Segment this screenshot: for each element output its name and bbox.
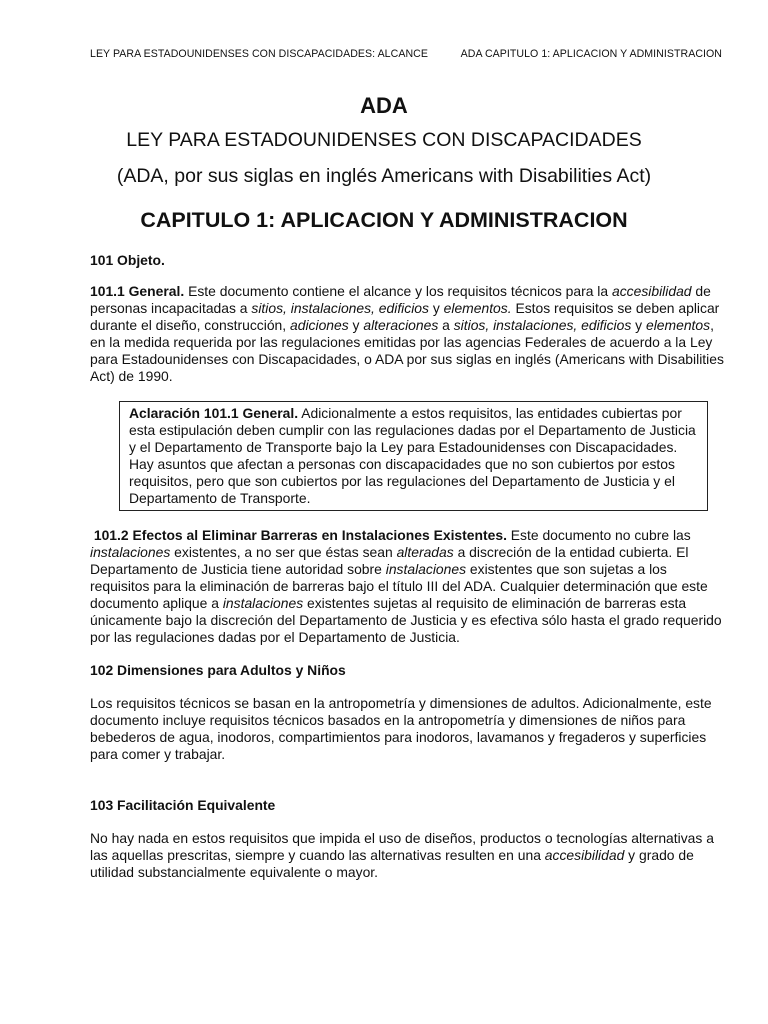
text-run: Estos requisitos se deben aplicar durante el diseño, construcción, [90,300,720,333]
document-body [90,252,730,881]
running-header-left: LEY PARA ESTADOUNIDENSES CON DISCAPACIDADES: ALCANCE [90,48,428,60]
emphasis-term: adiciones [290,317,349,333]
emphasis-term: alteraciones [363,317,439,333]
emphasis-term: accesibilidad [544,847,625,863]
text-run: Este documento no cubre las [506,527,691,543]
paragraph-heading-101-2: 101.2 Efectos al Eliminar Barreras en Instalaciones Existentes. [93,527,507,543]
emphasis-term: accesibilidad [611,283,692,299]
advisory-note-heading: Aclaración 101.1 General. [129,405,299,421]
emphasis-term: sitios, instalaciones, edificios [453,317,632,333]
text-run: No hay nada en estos requisitos que impida el uso de diseños, productos o tecnologías alternativas a las aquellas prescritas, siempre y cuando las alternativas resulten en una [90,830,714,863]
emphasis-term: elementos. [443,300,512,316]
text-run: existentes sujetas al requisito de eliminación de barreras esta únicamente bajo la discreción del Departamento de Justicia y es efectiva sólo hasta el grado requerido por las regulaciones dadas por el Departamento de Justicia. [90,595,722,645]
emphasis-term: sitios, instalaciones, edificios [251,300,429,316]
text-run: existentes que son sujetas a los requisitos para la eliminación de barreras bajo el título III del ADA. Cualquier determinación que este documento aplique a [90,561,708,611]
emphasis-term: alteradas [396,544,454,560]
text-run: y [631,317,646,333]
emphasis-term: elementos [645,317,711,333]
title-block [0,92,768,234]
emphasis-term: instalaciones [385,561,467,577]
section-heading-102: 102 Dimensiones para Adultos y Niños [90,662,346,678]
running-header-right: ADA CAPITULO 1: APLICACION Y ADMINISTRACION [460,48,722,60]
text-run: existentes, a no ser que éstas sean [170,544,397,560]
text-run: , en la medida requerida por las regulaciones emitidas por las agencias Federales de acuerdo a la Ley para Estadounidenses con Discapacidades, o ADA por sus siglas en inglés (Americans with Disabilities Act) de 1990. [90,317,724,384]
advisory-note-text: Adicionalmente a estos requisitos, las entidades cubiertas por esta estipulación deben cumplir con las regulaciones dadas por el Departamento de Justicia y el Departamento de Transporte bajo la Ley para Estadounidenses con Discapacidades. Hay asuntos que afectan a personas con discapacidades que no son cubiertos por estos requisitos, pero que son cubiertos por las regulaciones del Departamento de Justicia y el Departamento de Transporte. [129,405,696,506]
running-header [90,48,722,60]
text-run: y [428,300,444,316]
text-run: a [438,317,454,333]
text-run: y grado de utilidad substancialmente equivalente o mayor. [90,847,694,880]
text-run: de personas incapacitadas a [90,283,711,316]
text-run: Este documento contiene el alcance y los requisitos técnicos para la [184,283,612,299]
advisory-note-box [119,401,708,511]
text-run: a discreción de la entidad cubierta. El Departamento de Justicia tiene autoridad sobre [90,544,689,577]
section-heading-101: 101 Objeto. [90,252,165,268]
document-subtitle-acronym: (ADA, por sus siglas en inglés Americans with Disabilities Act) [116,165,652,187]
paragraph-101-2 [90,527,730,646]
emphasis-term: instalaciones [90,544,171,560]
text-run: y [348,317,364,333]
chapter-title: CAPITULO 1: APLICACION Y ADMINISTRACION [140,208,628,232]
paragraph-103 [90,830,730,881]
paragraph-102: Los requisitos técnicos se basan en la antropometría y dimensiones de adultos. Adicionalmente, este documento incluye requisitos técnicos basados en la antropometría y dimensiones de niños para bebederos de agua, inodoros, compartimientos para inodoros, lavamanos y fregaderos y superficies para comer y trabajar. [90,695,712,762]
section-heading-103: 103 Facilitación Equivalente [90,797,276,813]
emphasis-term: instalaciones [222,595,304,611]
document-subtitle: LEY PARA ESTADOUNIDENSES CON DISCAPACIDADES [126,129,642,151]
paragraph-101-1 [90,283,730,385]
advisory-note [129,405,699,507]
paragraph-heading-101-1: 101.1 General. [90,283,185,299]
document-title: ADA [360,93,408,118]
